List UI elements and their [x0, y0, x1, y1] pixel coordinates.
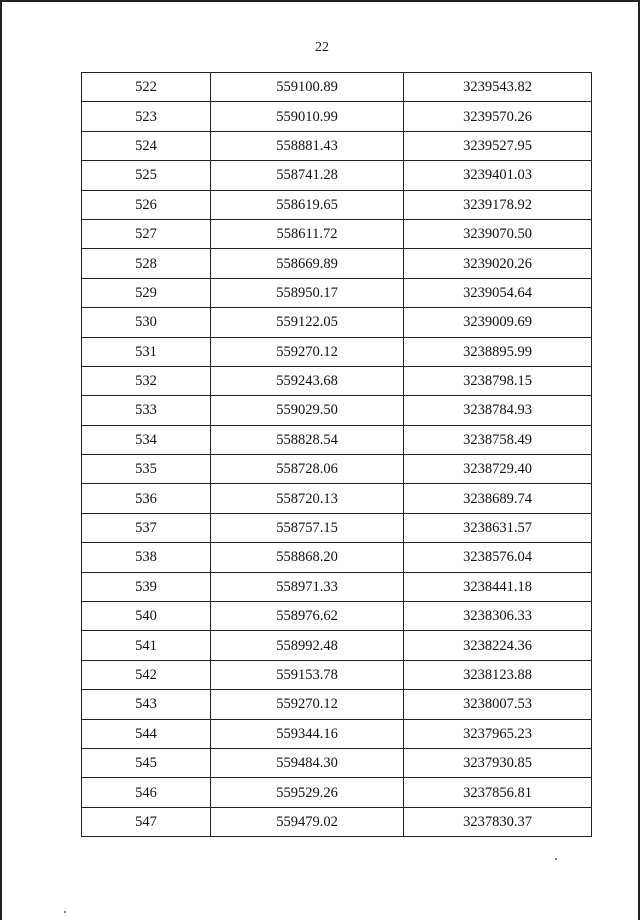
- table-row: [82, 455, 592, 484]
- point-number-cell: 524: [82, 131, 211, 160]
- point-number-cell: 531: [82, 337, 211, 366]
- table-row: [82, 690, 592, 719]
- x-coordinate-cell: 558868.20: [211, 543, 404, 572]
- table-row: [82, 631, 592, 660]
- y-coordinate-cell: 3239570.26: [404, 102, 592, 131]
- y-coordinate-cell: 3238689.74: [404, 484, 592, 513]
- x-coordinate-cell: 558992.48: [211, 631, 404, 660]
- x-coordinate-cell: 558728.06: [211, 455, 404, 484]
- x-coordinate-cell: 558741.28: [211, 161, 404, 190]
- point-number-cell: 536: [82, 484, 211, 513]
- point-number-cell: 522: [82, 73, 211, 102]
- y-coordinate-cell: 3238306.33: [404, 602, 592, 631]
- y-coordinate-cell: 3238798.15: [404, 366, 592, 395]
- point-number-cell: 526: [82, 190, 211, 219]
- y-coordinate-cell: 3238576.04: [404, 543, 592, 572]
- x-coordinate-cell: 558757.15: [211, 513, 404, 542]
- x-coordinate-cell: 558881.43: [211, 131, 404, 160]
- coordinate-table-body: [82, 73, 592, 837]
- point-number-cell: 527: [82, 219, 211, 248]
- table-row: [82, 161, 592, 190]
- y-coordinate-cell: 3239070.50: [404, 219, 592, 248]
- point-number-cell: 545: [82, 748, 211, 777]
- y-coordinate-cell: 3238224.36: [404, 631, 592, 660]
- y-coordinate-cell: 3239178.92: [404, 190, 592, 219]
- y-coordinate-cell: 3239054.64: [404, 278, 592, 307]
- point-number-cell: 547: [82, 807, 211, 836]
- x-coordinate-cell: 559010.99: [211, 102, 404, 131]
- y-coordinate-cell: 3239401.03: [404, 161, 592, 190]
- point-number-cell: 542: [82, 660, 211, 689]
- x-coordinate-cell: 558611.72: [211, 219, 404, 248]
- x-coordinate-cell: 559479.02: [211, 807, 404, 836]
- y-coordinate-cell: 3238895.99: [404, 337, 592, 366]
- table-row: [82, 807, 592, 836]
- point-number-cell: 528: [82, 249, 211, 278]
- table-row: [82, 396, 592, 425]
- table-row: [82, 190, 592, 219]
- table-row: [82, 219, 592, 248]
- point-number-cell: 523: [82, 102, 211, 131]
- y-coordinate-cell: 3237965.23: [404, 719, 592, 748]
- x-coordinate-cell: 558669.89: [211, 249, 404, 278]
- y-coordinate-cell: 3238784.93: [404, 396, 592, 425]
- table-row: [82, 366, 592, 395]
- point-number-cell: 525: [82, 161, 211, 190]
- table-row: [82, 513, 592, 542]
- x-coordinate-cell: 558971.33: [211, 572, 404, 601]
- table-row: [82, 543, 592, 572]
- table-row: [82, 308, 592, 337]
- table-row: [82, 778, 592, 807]
- point-number-cell: 543: [82, 690, 211, 719]
- y-coordinate-cell: 3239020.26: [404, 249, 592, 278]
- y-coordinate-cell: 3237930.85: [404, 748, 592, 777]
- x-coordinate-cell: 558619.65: [211, 190, 404, 219]
- y-coordinate-cell: 3238631.57: [404, 513, 592, 542]
- y-coordinate-cell: 3237830.37: [404, 807, 592, 836]
- y-coordinate-cell: 3239009.69: [404, 308, 592, 337]
- y-coordinate-cell: 3239527.95: [404, 131, 592, 160]
- point-number-cell: 544: [82, 719, 211, 748]
- point-number-cell: 533: [82, 396, 211, 425]
- point-number-cell: 539: [82, 572, 211, 601]
- x-coordinate-cell: 559100.89: [211, 73, 404, 102]
- y-coordinate-cell: 3237856.81: [404, 778, 592, 807]
- table-row: [82, 131, 592, 160]
- y-coordinate-cell: 3238758.49: [404, 425, 592, 454]
- table-row: [82, 719, 592, 748]
- point-number-cell: 537: [82, 513, 211, 542]
- x-coordinate-cell: 559529.26: [211, 778, 404, 807]
- y-coordinate-cell: 3238729.40: [404, 455, 592, 484]
- x-coordinate-cell: 559029.50: [211, 396, 404, 425]
- x-coordinate-cell: 559153.78: [211, 660, 404, 689]
- x-coordinate-cell: 559270.12: [211, 337, 404, 366]
- table-row: [82, 278, 592, 307]
- scan-speck: [555, 858, 557, 860]
- point-number-cell: 532: [82, 366, 211, 395]
- y-coordinate-cell: 3238007.53: [404, 690, 592, 719]
- point-number-cell: 546: [82, 778, 211, 807]
- table-row: [82, 425, 592, 454]
- point-number-cell: 541: [82, 631, 211, 660]
- x-coordinate-cell: 558720.13: [211, 484, 404, 513]
- x-coordinate-cell: 558950.17: [211, 278, 404, 307]
- x-coordinate-cell: 559484.30: [211, 748, 404, 777]
- x-coordinate-cell: 558828.54: [211, 425, 404, 454]
- table-row: [82, 337, 592, 366]
- x-coordinate-cell: 559344.16: [211, 719, 404, 748]
- table-row: [82, 748, 592, 777]
- table-row: [82, 660, 592, 689]
- x-coordinate-cell: 559122.05: [211, 308, 404, 337]
- scan-speck: [64, 911, 66, 913]
- table-row: [82, 602, 592, 631]
- point-number-cell: 534: [82, 425, 211, 454]
- point-number-cell: 540: [82, 602, 211, 631]
- point-number-cell: 535: [82, 455, 211, 484]
- table-row: [82, 484, 592, 513]
- point-number-cell: 530: [82, 308, 211, 337]
- table-row: [82, 572, 592, 601]
- table-row: [82, 249, 592, 278]
- x-coordinate-cell: 558976.62: [211, 602, 404, 631]
- x-coordinate-cell: 559270.12: [211, 690, 404, 719]
- point-number-cell: 538: [82, 543, 211, 572]
- table-row: [82, 102, 592, 131]
- y-coordinate-cell: 3238123.88: [404, 660, 592, 689]
- page-number: 22: [315, 40, 329, 55]
- coordinate-table: [81, 72, 592, 837]
- table-row: [82, 73, 592, 102]
- y-coordinate-cell: 3238441.18: [404, 572, 592, 601]
- point-number-cell: 529: [82, 278, 211, 307]
- x-coordinate-cell: 559243.68: [211, 366, 404, 395]
- y-coordinate-cell: 3239543.82: [404, 73, 592, 102]
